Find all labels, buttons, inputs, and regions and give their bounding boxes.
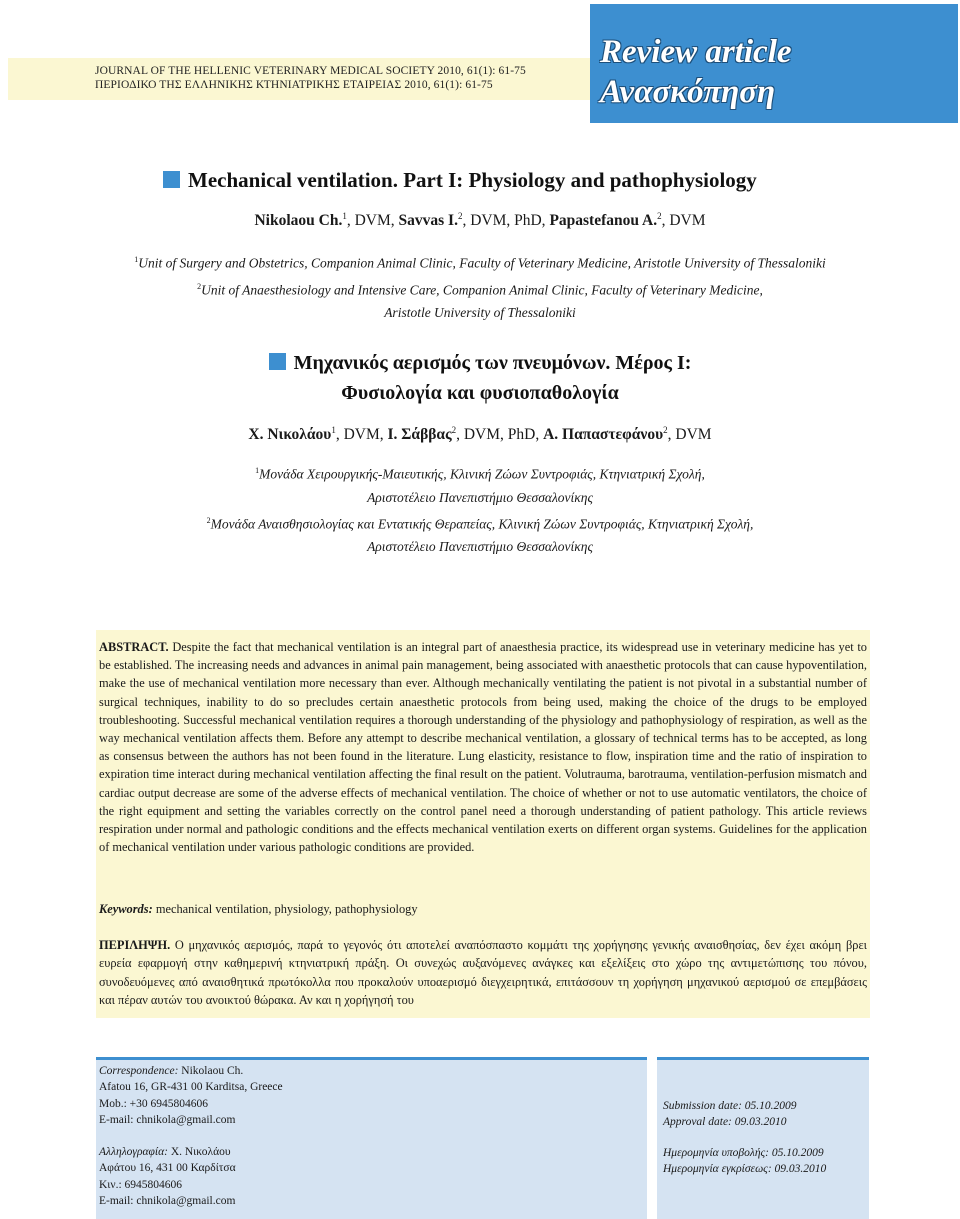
keywords-label: Keywords:	[99, 902, 153, 916]
correspondence-email[interactable]: E-mail: chnikola@gmail.com	[99, 1113, 236, 1126]
author-name: Savvas I.	[398, 212, 458, 230]
affiliation-line: Αριστοτέλειο Πανεπιστήμιο Θεσσαλονίκης	[367, 539, 593, 554]
dates-box	[657, 1057, 869, 1219]
correspondence-name: Χ. Νικολάου	[170, 1146, 231, 1158]
affiliations-greek	[0, 459, 960, 558]
abstract-heading: ABSTRACT.	[99, 640, 169, 654]
correspondence-mobile: Κιν.: 6945804606	[99, 1178, 183, 1191]
abstract	[99, 638, 867, 856]
submission-date: Ημερομηνία υποβολής: 05.10.2009	[663, 1147, 824, 1159]
author-sup: 2	[457, 211, 463, 221]
title-greek	[0, 348, 960, 408]
author-degree: , DVM, PhD,	[462, 212, 550, 230]
authors-english	[0, 211, 960, 230]
author-degree: , DVM, PhD,	[456, 426, 544, 444]
author-name: Papastefanou A.	[549, 212, 658, 230]
journal-citation-gr: ΠΕΡΙΟΔΙΚΟ ΤΗΣ ΕΛΛΗΝΙΚΗΣ ΚΤΗΝΙΑΤΡΙΚΗΣ ΕΤΑΙΡΕΙΑΣ 2010, 61(1): 61-75	[95, 79, 493, 91]
author-degree: , DVM	[667, 426, 712, 444]
square-bullet-icon	[163, 171, 180, 188]
dates-english	[663, 1099, 797, 1130]
correspondence-name: Nikolaou Ch.	[181, 1065, 244, 1077]
abstract-text: Despite the fact that mechanical ventilation is an integral part of anaesthesia practice, its widespread use in veterinary medicine has yet to be established. The increasing needs and advances in animal pain management, being associated with anaesthetic protocols that can cause hypoventilation, make the use of mechanical ventilation more necessary than ever. Although mechanically ventilating the patient is not pivotal in a substantial number of surgical techniques, inability to do so precludes certain anaesthetic protocols from being used, making the choice of the drugs to be employed troubleshooting. Successful mechanical ventilation requires a thorough understanding of the physiology and pathophysiology of respiration, as well as the way mechanical ventilation affects them. Before any attempt to describe mechanical ventilation, a glossary of technical terms has to be accepted, as long as consensus between the authors has not been found in the literature. Lung elasticity, resistance to flow, inspiration time and the ratio of inspiration to expiration time interact during mechanical ventilation affecting the final result on the patient. Volutrauma, barotrauma, ventilation-perfusion mismatch and cardiac output decrease are some of the adverse effects of mechanical ventilation. The choice of whether or not to use automatic ventilators, the choice of the right equipment and setting the variables correctly on the control panel need a thorough understanding of patient pathology. This article reviews respiration under normal and pathologic conditions and the effects mechanical ventilation exerts on different organ systems. Guidelines for the application of mechanical ventilation under various pathologic conditions are provided.	[99, 640, 867, 855]
summary-text: Ο μηχανικός αερισμός, παρά το γεγονός ότι αποτελεί αναπόσπαστο κομμάτι της χορήγησης γενικής αναισθησίας, δεν έχει ακόμη βρει ευρεία εφαρμογή στην καθημερινή κτηνιατρική πράξη. Οι συνεχώς αυξανόμενες ανάγκες και εξελίξεις στο χώρο της αντιμετώπισης του πόνου, συνοδευόμενες από αναισθητικά πρωτόκολλα που προκαλούν υποαερισμό διεγχειρητικά, επιτάσσουν τη χορήγηση μηχανικού αερισμού σε επεμβάσεις και πέραν αυτών του ανοικτού θώρακα. Αν και η χορήγησή του	[99, 938, 867, 1008]
keywords	[99, 902, 867, 917]
author-degree: , DVM	[661, 212, 706, 230]
correspondence-label: Correspondence:	[99, 1065, 179, 1077]
correspondence-email[interactable]: E-mail: chnikola@gmail.com	[99, 1194, 236, 1207]
authors-greek	[0, 425, 960, 444]
author-degree: , DVM,	[335, 426, 388, 444]
author-degree: , DVM,	[346, 212, 399, 230]
approval-date: Ημερομηνία εγκρίσεως: 09.03.2010	[663, 1162, 827, 1175]
dates-greek	[663, 1146, 826, 1177]
approval-date: Approval date: 09.03.2010	[663, 1115, 787, 1128]
correspondence-mobile: Mob.: +30 6945804606	[99, 1097, 209, 1110]
author-sup: 2	[663, 425, 668, 435]
affiliation-line: Aristotle University of Thessaloniki	[384, 305, 576, 320]
summary-heading: ΠΕΡΙΛΗΨΗ.	[99, 938, 171, 952]
author-name: Α. Παπαστεφάνου	[543, 426, 664, 444]
author-sup: 2	[451, 425, 457, 435]
correspondence-address: Αφάτου 16, 431 00 Καρδίτσα	[99, 1162, 236, 1175]
article-type-en: Review article	[600, 34, 792, 70]
author-name: Χ. Νικολάου	[248, 426, 332, 444]
submission-date: Submission date: 05.10.2009	[663, 1100, 797, 1112]
article-type-gr: Ανασκόπηση	[600, 74, 776, 110]
author-name: Nikolaou Ch.	[254, 212, 343, 230]
affiliation-line: $^2$Μονάδα Αναισθησιολογίας και Εντατικής Θεραπείας, Κλινική Ζώων Συντροφιάς, Κτηνιατρική Σχολή,	[206, 515, 754, 531]
title-english	[163, 168, 757, 193]
correspondence-address: Afatou 16, GR-431 00 Karditsa, Greece	[99, 1081, 283, 1094]
title-greek-line1: Μηχανικός αερισμός των πνευμόνων. Μέρος Ι:	[0, 348, 960, 378]
affiliation-line: $^1$Μονάδα Χειρουργικής-Μαιευτικής, Κλινική Ζώων Συντροφιάς, Κτηνιατρική Σχολή,	[255, 466, 705, 482]
author-sup: 2	[657, 211, 662, 221]
author-name: Ι. Σάββας	[387, 426, 452, 444]
affiliations-english	[0, 248, 960, 324]
journal-citation-en: JOURNAL OF THE HELLENIC VETERINARY MEDICAL SOCIETY 2010, 61(1): 61-75	[95, 65, 526, 77]
affiliation-line: Αριστοτέλειο Πανεπιστήμιο Θεσσαλονίκης	[367, 489, 593, 505]
keywords-text: mechanical ventilation, physiology, pathophysiology	[155, 902, 418, 916]
title-english-text: Mechanical ventilation. Part I: Physiology and pathophysiology	[188, 168, 757, 192]
correspondence-greek	[99, 1144, 236, 1209]
title-greek-line2: Φυσιολογία και φυσιοπαθολογία	[341, 382, 619, 404]
correspondence-label: Αλληλογραφία:	[99, 1146, 168, 1158]
summary-greek	[99, 936, 867, 1010]
correspondence-english	[99, 1063, 283, 1128]
affiliation-line: $^1$Unit of Surgery and Obstetrics, Companion Animal Clinic, Faculty of Veterinary Medicine, Aristotle University of Thessaloniki	[134, 255, 826, 271]
square-bullet-icon	[269, 353, 286, 370]
author-sup: 1	[342, 211, 347, 221]
affiliation-line: $^2$Unit of Anaesthesiology and Intensive Care, Companion Animal Clinic, Faculty of Veterinary Medicine,	[197, 281, 763, 297]
journal-citation	[95, 64, 526, 92]
author-sup: 1	[331, 425, 336, 435]
